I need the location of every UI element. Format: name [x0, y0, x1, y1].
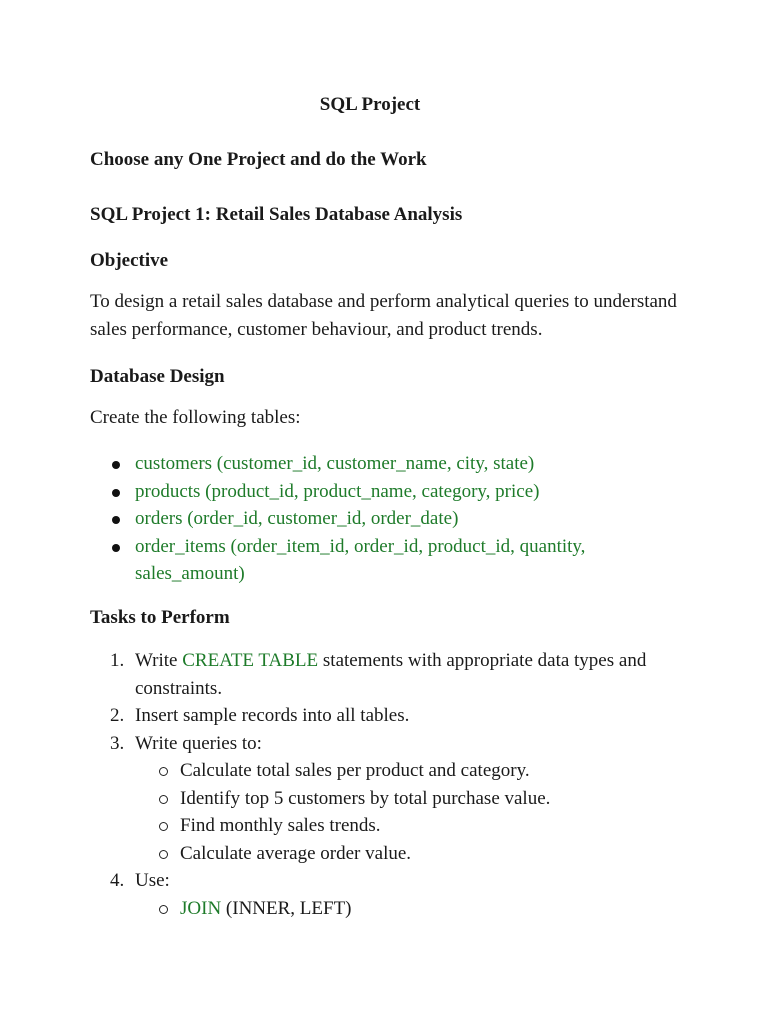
table-products: products (product_id, product_name, category, price)	[135, 480, 540, 502]
subtask-text: Identify top 5 customers by total purchase value.	[180, 787, 551, 809]
circle-bullet-icon	[159, 850, 168, 859]
subtask-text: (INNER, LEFT)	[221, 897, 352, 919]
subtask-text: Calculate total sales per product and category.	[180, 760, 530, 781]
task-item-4	[90, 867, 710, 922]
list-item	[135, 757, 710, 785]
objective-heading: Objective	[90, 250, 169, 271]
task-number: 3.	[110, 732, 125, 754]
task-text: Use:	[135, 870, 170, 891]
page-title: SQL Project	[319, 94, 421, 115]
list-item	[90, 450, 690, 478]
task-item-1	[90, 647, 710, 702]
tables-list	[90, 450, 690, 588]
list-item	[135, 840, 710, 868]
bullet-icon	[112, 544, 120, 552]
subtask-text: Calculate average order value.	[180, 842, 412, 864]
task-text: Write queries to:	[135, 732, 262, 754]
table-customers: customers (customer_id, customer_name, city, state)	[135, 453, 535, 474]
task-number: 1.	[110, 650, 125, 671]
list-item	[135, 895, 710, 923]
circle-bullet-icon	[159, 795, 168, 804]
query-sublist	[135, 757, 710, 867]
task-text: Insert sample records into all tables.	[135, 705, 410, 726]
tables-intro: Create the following tables:	[90, 407, 301, 428]
tasks-heading: Tasks to Perform	[90, 607, 230, 628]
task-number: 2.	[110, 705, 125, 726]
subtask-text: Find monthly sales trends.	[180, 815, 381, 836]
bullet-icon	[112, 489, 120, 497]
task-item-2	[90, 702, 710, 730]
task-number: 4.	[110, 870, 125, 891]
list-item	[90, 533, 690, 588]
task-text: statements with appropriate data types and constraints.	[135, 650, 647, 699]
bullet-icon	[112, 516, 120, 524]
database-design-heading: Database Design	[90, 366, 225, 387]
table-orders: orders (order_id, customer_id, order_date)	[135, 508, 459, 529]
task-item-3	[90, 730, 710, 868]
join-keyword: JOIN	[180, 897, 222, 919]
list-item	[135, 785, 710, 813]
project-heading: SQL Project 1: Retail Sales Database Analysis	[90, 204, 463, 225]
create-table-keyword: CREATE TABLE	[182, 650, 319, 671]
table-order-items: order_items (order_item_id, order_id, product_id, quantity, sales_amount)	[135, 535, 586, 584]
list-item	[135, 812, 710, 840]
objective-paragraph: To design a retail sales database and perform analytical queries to understand sales performance, customer behaviour, and product trends.	[90, 291, 677, 340]
choose-heading: Choose any One Project and do the Work	[90, 149, 427, 170]
list-item	[90, 478, 690, 506]
task-text: Write	[135, 650, 183, 671]
tasks-list	[90, 647, 710, 922]
bullet-icon	[112, 461, 120, 469]
list-item	[90, 505, 690, 533]
circle-bullet-icon	[159, 822, 168, 831]
circle-bullet-icon	[159, 767, 168, 776]
use-sublist	[135, 895, 710, 923]
circle-bullet-icon	[159, 905, 168, 914]
